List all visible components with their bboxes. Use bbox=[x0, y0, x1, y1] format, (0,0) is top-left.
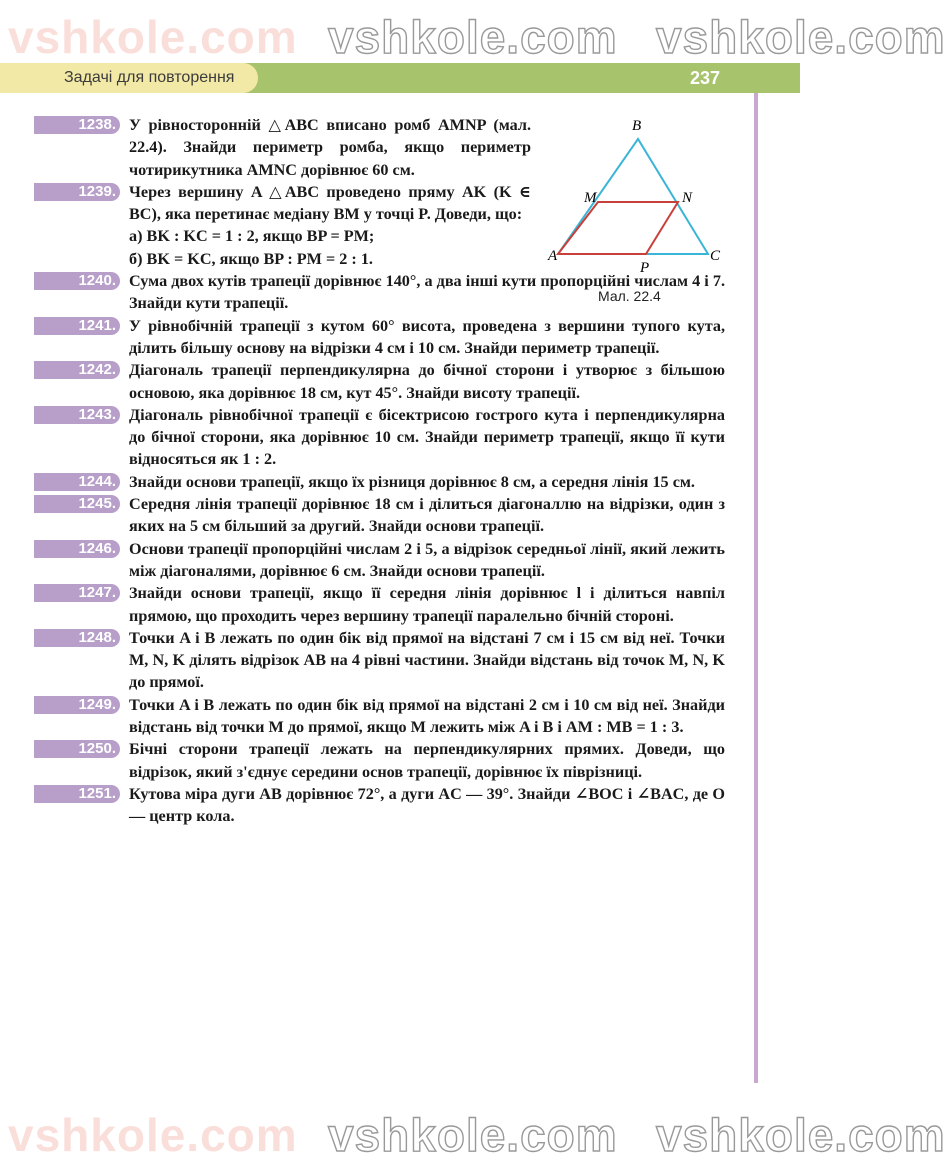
page-number: 237 bbox=[690, 68, 721, 88]
label-n: N bbox=[682, 190, 693, 206]
problem-1248 bbox=[0, 627, 760, 694]
problem-number: 1246. bbox=[34, 540, 120, 558]
problem-1238 bbox=[0, 114, 760, 181]
figure-caption: Мал. 22.4 bbox=[598, 288, 661, 304]
problem-number: 1244. bbox=[34, 473, 120, 491]
problem-text: Знайди основи трапеції, якщо їх різниця дорівнює 8 см, а середня лінія 15 см. bbox=[129, 472, 695, 491]
problem-number: 1242. bbox=[34, 361, 120, 379]
problem-text: Бічні сторони трапеції лежать на перпендикулярних прямих. Доведи, що відрізок, який з'єднує середини основ трапеції, дорівнює їх піврізниці. bbox=[129, 740, 725, 781]
problem-number: 1245. bbox=[34, 495, 120, 513]
problem-text: Діагональ рівнобічної трапеції є бісектрисою гострого кута і перпендикулярна до бічної сторони, яка дорівнює 10 см. Знайди периметр трапеції, якщо її кути відносяться як 1 : 2. bbox=[129, 405, 725, 469]
problem-number: 1239. bbox=[34, 183, 120, 201]
problem-1242 bbox=[0, 359, 760, 404]
problem-number: 1243. bbox=[34, 406, 120, 424]
problem-text: Через вершину A △ABC проведено пряму AK (K ∈ BC), яка перетинає медіану BM у точці P. Доведи, що: а) BK : KC = 1 : 2, якщо BP = PM; б) BK = KC, якщо BP : PM = 2 : 1. bbox=[129, 182, 531, 268]
problem-text: Кутова міра дуги AB дорівнює 72°, а дуги AC — 39°. Знайди ∠BOC і ∠BAC, де O — центр кола. bbox=[129, 784, 725, 826]
problem-number: 1248. bbox=[34, 629, 120, 647]
watermark: vshkole.com bbox=[328, 1109, 618, 1161]
problem-text: Основи трапеції пропорційні числам 2 і 5, а відрізок середньої лінії, який лежить між діагоналями, дорівнює 6 см. Знайди основи трапеції. bbox=[129, 539, 725, 580]
label-m: M bbox=[584, 190, 597, 206]
problem-1250 bbox=[0, 738, 760, 783]
problem-text: Точки A і B лежать по один бік від прямої на відстані 2 см і 10 см від неї. Знайди відстань від точки M до прямої, якщо M лежить між A і B і AM : MB = 1 : 3. bbox=[129, 695, 725, 737]
label-c: C bbox=[710, 248, 721, 264]
watermark: vshkole.com bbox=[8, 11, 298, 63]
problem-number: 1238. bbox=[34, 116, 120, 134]
problem-list bbox=[0, 114, 760, 828]
label-a: A bbox=[548, 248, 558, 264]
problem-text: Точки A і B лежать по один бік від прямої на відстані 7 см і 15 см від неї. Точки M, N, K ділять відрізок AB на 4 рівні частини. Знайди відстань від точок M, N, K до прямої. bbox=[129, 628, 725, 692]
problem-text: Діагональ трапеції перпендикулярна до бічної сторони і утворює з більшою основою, яка дорівнює 18 см, кут 45°. Знайди висоту трапеції. bbox=[129, 361, 725, 402]
problem-number: 1240. bbox=[34, 272, 120, 290]
watermark: vshkole.com bbox=[656, 1109, 946, 1161]
problem-text: У рівнобічній трапеції з кутом 60° висота, проведена з вершини тупого кута, ділить більшу основу на відрізки 4 см і 10 см. Знайди периметр трапеції. bbox=[129, 316, 725, 357]
problem-number: 1247. bbox=[34, 584, 120, 602]
problem-number: 1250. bbox=[34, 740, 120, 758]
watermark: vshkole.com bbox=[328, 11, 618, 63]
watermark: vshkole.com bbox=[8, 1109, 298, 1161]
problem-1249 bbox=[0, 694, 760, 739]
problem-text: Середня лінія трапеції дорівнює 18 см і ділиться діагоналлю на відрізки, один з яких на 5 см більший за другий. Знайди основи трапеції. bbox=[129, 495, 725, 536]
label-p: P bbox=[640, 260, 650, 276]
problem-1244 bbox=[0, 471, 760, 493]
problem-number: 1241. bbox=[34, 317, 120, 335]
problem-1247 bbox=[0, 582, 760, 627]
problem-1239 bbox=[0, 181, 760, 270]
problem-text: Знайди основи трапеції, якщо її середня лінія дорівнює l і ділиться навпіл прямою, що проходить через вершину трапеції паралельно бічній стороні. bbox=[129, 584, 725, 625]
problem-1243 bbox=[0, 404, 760, 471]
problem-1241 bbox=[0, 315, 760, 360]
problem-number: 1249. bbox=[34, 696, 120, 714]
section-title: Задачі для повторення bbox=[0, 63, 258, 93]
problem-1246 bbox=[0, 538, 760, 583]
problem-1251 bbox=[0, 783, 760, 828]
problem-text: У рівносторонній △ABC вписано ромб AMNP (мал. 22.4). Знайди периметр ромба, якщо периметр чотирикутника AMNC дорівнює 60 см. bbox=[129, 116, 531, 179]
label-b: B bbox=[632, 118, 642, 134]
problem-text: Сума двох кутів трапеції дорівнює 140°, а два інші кути пропорційні числам 4 і 7. Знайди кути трапеції. bbox=[129, 272, 725, 313]
watermark: vshkole.com bbox=[656, 11, 946, 63]
problem-1240 bbox=[0, 270, 760, 315]
problem-number: 1251. bbox=[34, 785, 120, 803]
problem-1245 bbox=[0, 493, 760, 538]
